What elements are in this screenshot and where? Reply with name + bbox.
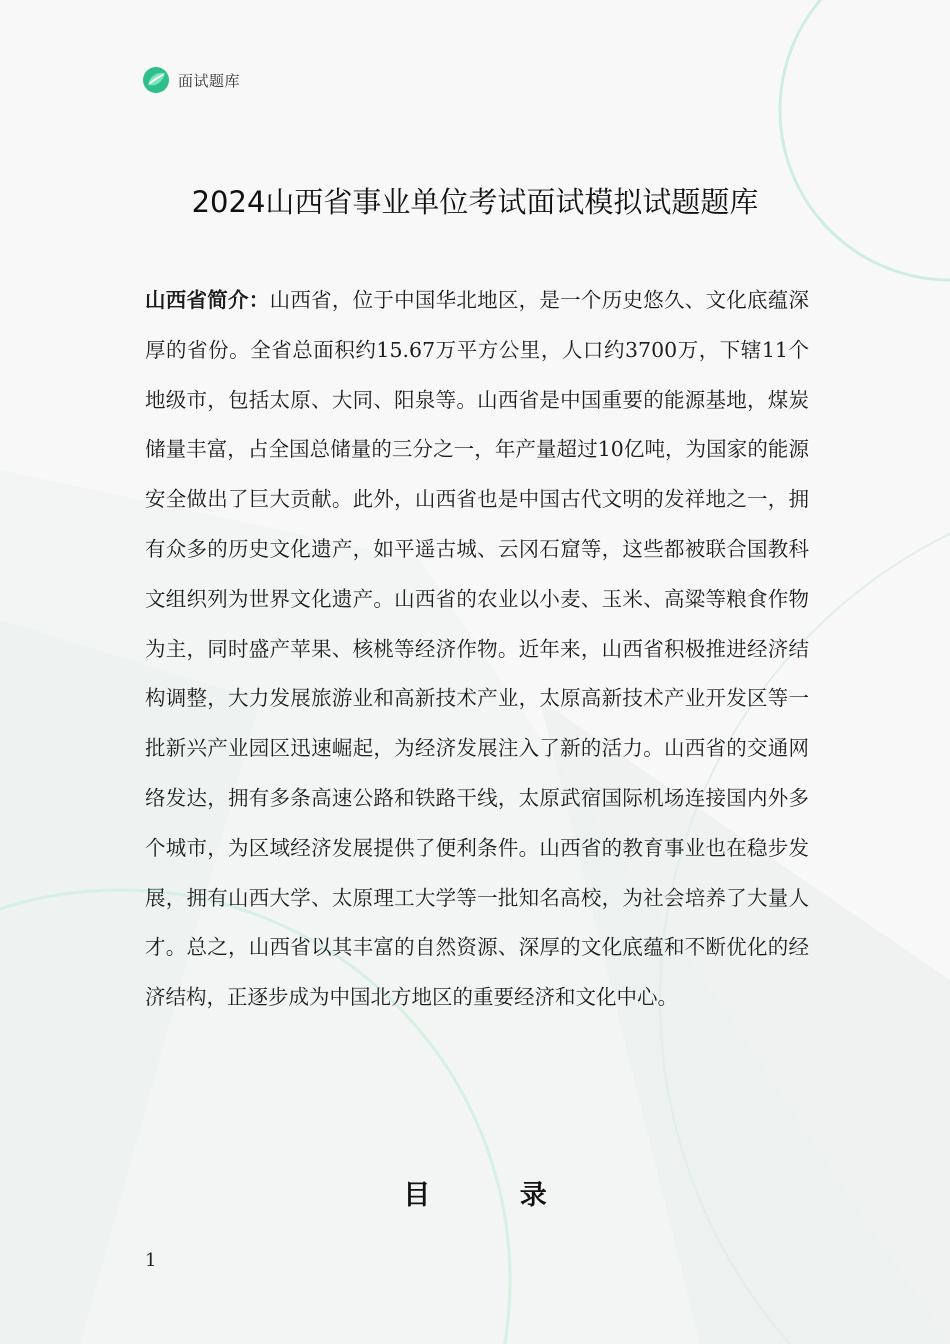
intro-text: 山西省，位于中国华北地区，是一个历史悠久、文化底蕴深厚的省份。全省总面积约15.67万平方公里，人口约3700万，下辖11个地级市，包括太原、大同、阳泉等。山西省是中国重要的能源基地，煤炭储量丰富，占全国总储量的三分之一，年产量超过10亿吨，为国家的能源安全做出了巨大贡献。此外，山西省也是中国古代文明的发祥地之一，拥有众多的历史文化遗产，如平遥古城、云冈石窟等，这些都被联合国教科文组织列为世界文化遗产。山西省的农业以小麦、玉米、高粱等粮食作物为主，同时盛产苹果、核桃等经济作物。近年来，山西省积极推进经济结构调整，大力发展旅游业和高新技术产业，太原高新技术产业开发区等一批新兴产业园区迅速崛起，为经济发展注入了新的活力。山西省的交通网络发达，拥有多条高速公路和铁路干线，太原武宿国际机场连接国内外多个城市，为区域经济发展提供了便利条件。山西省的教育事业也在稳步发展，拥有山西大学、太原理工大学等一批知名高校，为社会培养了大量人才。总之，山西省以其丰富的自然资源、深厚的文化底蕴和不断优化的经济结构，正逐步成为中国北方地区的重要经济和文化中心。 [145,288,810,1010]
document-title: 2024山西省事业单位考试面试模拟试题题库 [191,185,759,219]
brand-name: 面试题库 [178,71,241,90]
toc-heading: 目 录 [403,1180,587,1211]
intro-label: 山西省简介： [145,288,270,312]
leaf-logo-icon [142,66,170,94]
page-number: 1 [145,1250,157,1271]
intro-paragraph [145,276,809,1023]
brand-header [142,66,240,94]
